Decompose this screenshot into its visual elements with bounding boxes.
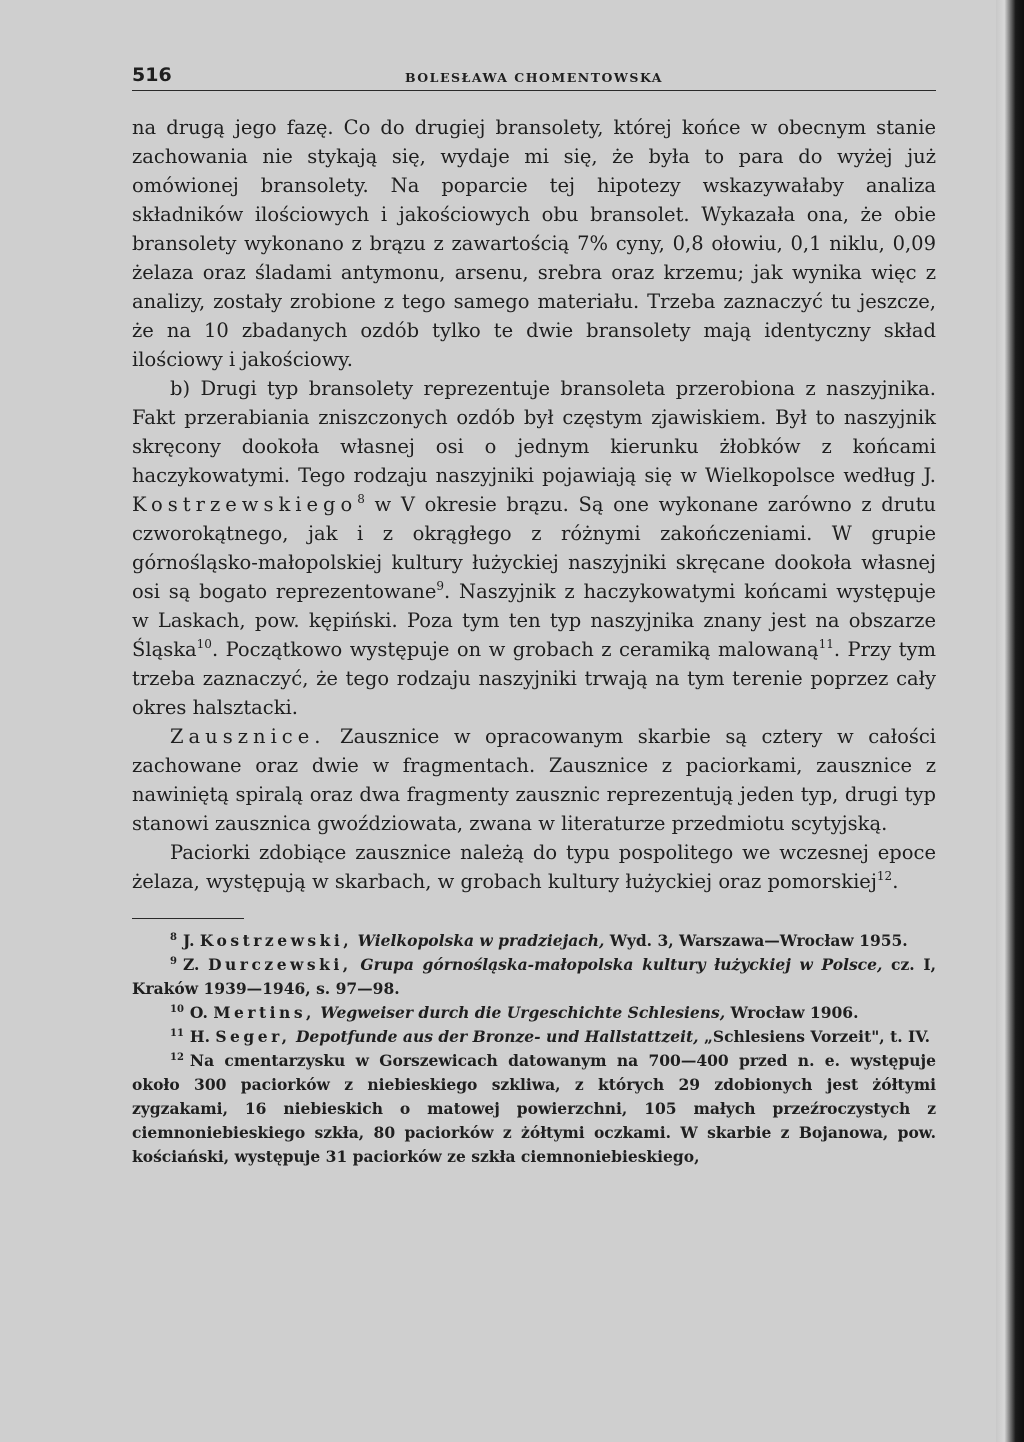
- body-text: [132, 113, 936, 896]
- footnote-11: $^{11}$ H. Seger, Depotfunde aus der Bronze- und Hallstattzeit, „Schlesiens Vorzeit", t. IV.: [170, 1027, 931, 1046]
- footnotes: [132, 929, 936, 1169]
- footnote-8: $^8$ J. Kostrzewski, Wielkopolska w pradziejach, Wyd. 3, Warszawa—Wrocław 1955.: [170, 931, 908, 950]
- running-header: [132, 62, 936, 91]
- book-page: [132, 62, 936, 1169]
- footnote-separator: [132, 918, 244, 919]
- author-name: Kostrzewskiego: [132, 493, 358, 516]
- footnote-ref-11[interactable]: 11: [818, 637, 834, 651]
- footnote-12: $^{12}$ Na cmentarzysku w Gorszewicach datowanym na 700—400 przed n. e. występuje około 300 paciorków z niebieskiego szkliwa, z których 29 zdobionych jest żółtymi zygzakami, 16 niebieskich o matowej powierzchni, 105 małych przeźroczystych z ciemnoniebieskiego szkła, 80 paciorków z żółtymi oczkami. W skarbie z Bojanowa, pow. kościański, występuje 31 paciorków ze szkła ciemnoniebieskiego,: [132, 1051, 936, 1166]
- footnote-9: $^9$ Z. Durczewski, Grupa górnośląska-małopolska kultury łużyckiej w Polsce, cz. I, Kraków 1939—1946, s. 97—98.: [132, 955, 937, 998]
- paragraph-bracelet-pair: na drugą jego fazę. Co do drugiej bransolety, której końce w obecnym stanie zachowania nie stykają się, wydaje mi się, że była to para do wyżej już omówionej bransolety. Na poparcie tej hipotezy wskazywałaby analiza składników ilościowych i jakościowych obu bransolet. Wykazała ona, że obie bransolety wykonano z brązu z zawartością 7% cyny, 0,8 ołowiu, 0,1 niklu, 0,09 żelaza oraz śladami antymonu, arsenu, srebra oraz krzemu; jak wynika więc z analizy, zostały zrobione z tego samego materiału. Trzeba zaznaczyć tu jeszcze, że na 10 zbadanych ozdób tylko te dwie bransolety mają identyczny skład ilościowy i jakościowy.: [132, 116, 936, 371]
- running-title: BOLESŁAWA CHOMENTOWSKA: [404, 70, 664, 85]
- footnote-10: $^{10}$ O. Mertins, Wegweiser durch die Urgeschichte Schlesiens, Wrocław 1906.: [170, 1003, 859, 1022]
- footnote-ref-12[interactable]: 12: [876, 869, 893, 883]
- footnote-ref-9[interactable]: 9: [436, 579, 445, 593]
- paragraph-beads: Paciorki zdobiące zausznice należą do typu pospolitego we wczesnej epoce żelaza, występują w skarbach, w grobach kultury łużyckiej oraz pomorskiej$^{12}$.: [132, 841, 936, 893]
- section-heading-earrings: Zausznice.: [170, 725, 326, 748]
- footnote-ref-8[interactable]: 8: [357, 492, 365, 506]
- paragraph-bracelet-type-b: b) Drugi typ bransolety reprezentuje bransoleta przerobiona z naszyjnika. Fakt przerabiania zniszczonych ozdób był częstym zjawiskiem. Był to naszyjnik skręcony dookoła własnej osi o jednym kierunku żłobków z końcami haczykowatymi. Tego rodzaju naszyjniki pojawiają się w Wielkopolsce według J. Kostrzewskiego$^8$ w V okresie brązu. Są one wykonane zarówno z drutu czworokątnego, jak i z okrągłego z różnymi zakończeniami. W grupie górnośląsko-małopolskiej kultury łużyckiej naszyjniki skręcane dookoła własnej osi są bogato reprezentowane$^9$. Naszyjnik z haczykowatymi końcami występuje w Laskach, pow. kępiński. Poza tym ten typ naszyjnika znany jest na obszarze Śląska$^{10}$. Początkowo występuje on w grobach z ceramiką malowaną$^{11}$. Przy tym trzeba zaznaczyć, że tego rodzaju naszyjniki trwają na tym terenie poprzez cały okres halsztacki.: [132, 377, 936, 719]
- page-number: 516: [132, 64, 172, 86]
- scan-page-edge: [996, 0, 1024, 1442]
- paragraph-earrings: Zausznice. Zausznice w opracowanym skarbie są cztery w całości zachowane oraz dwie w fragmentach. Zausznice z paciorkami, zausznice z nawiniętą spiralą oraz dwa fragmenty zausznic reprezentują jeden typ, drugi typ stanowi zausznica gwoździowata, zwana w literaturze przedmiotu scytyjską.: [132, 725, 936, 835]
- footnote-ref-10[interactable]: 10: [196, 637, 212, 651]
